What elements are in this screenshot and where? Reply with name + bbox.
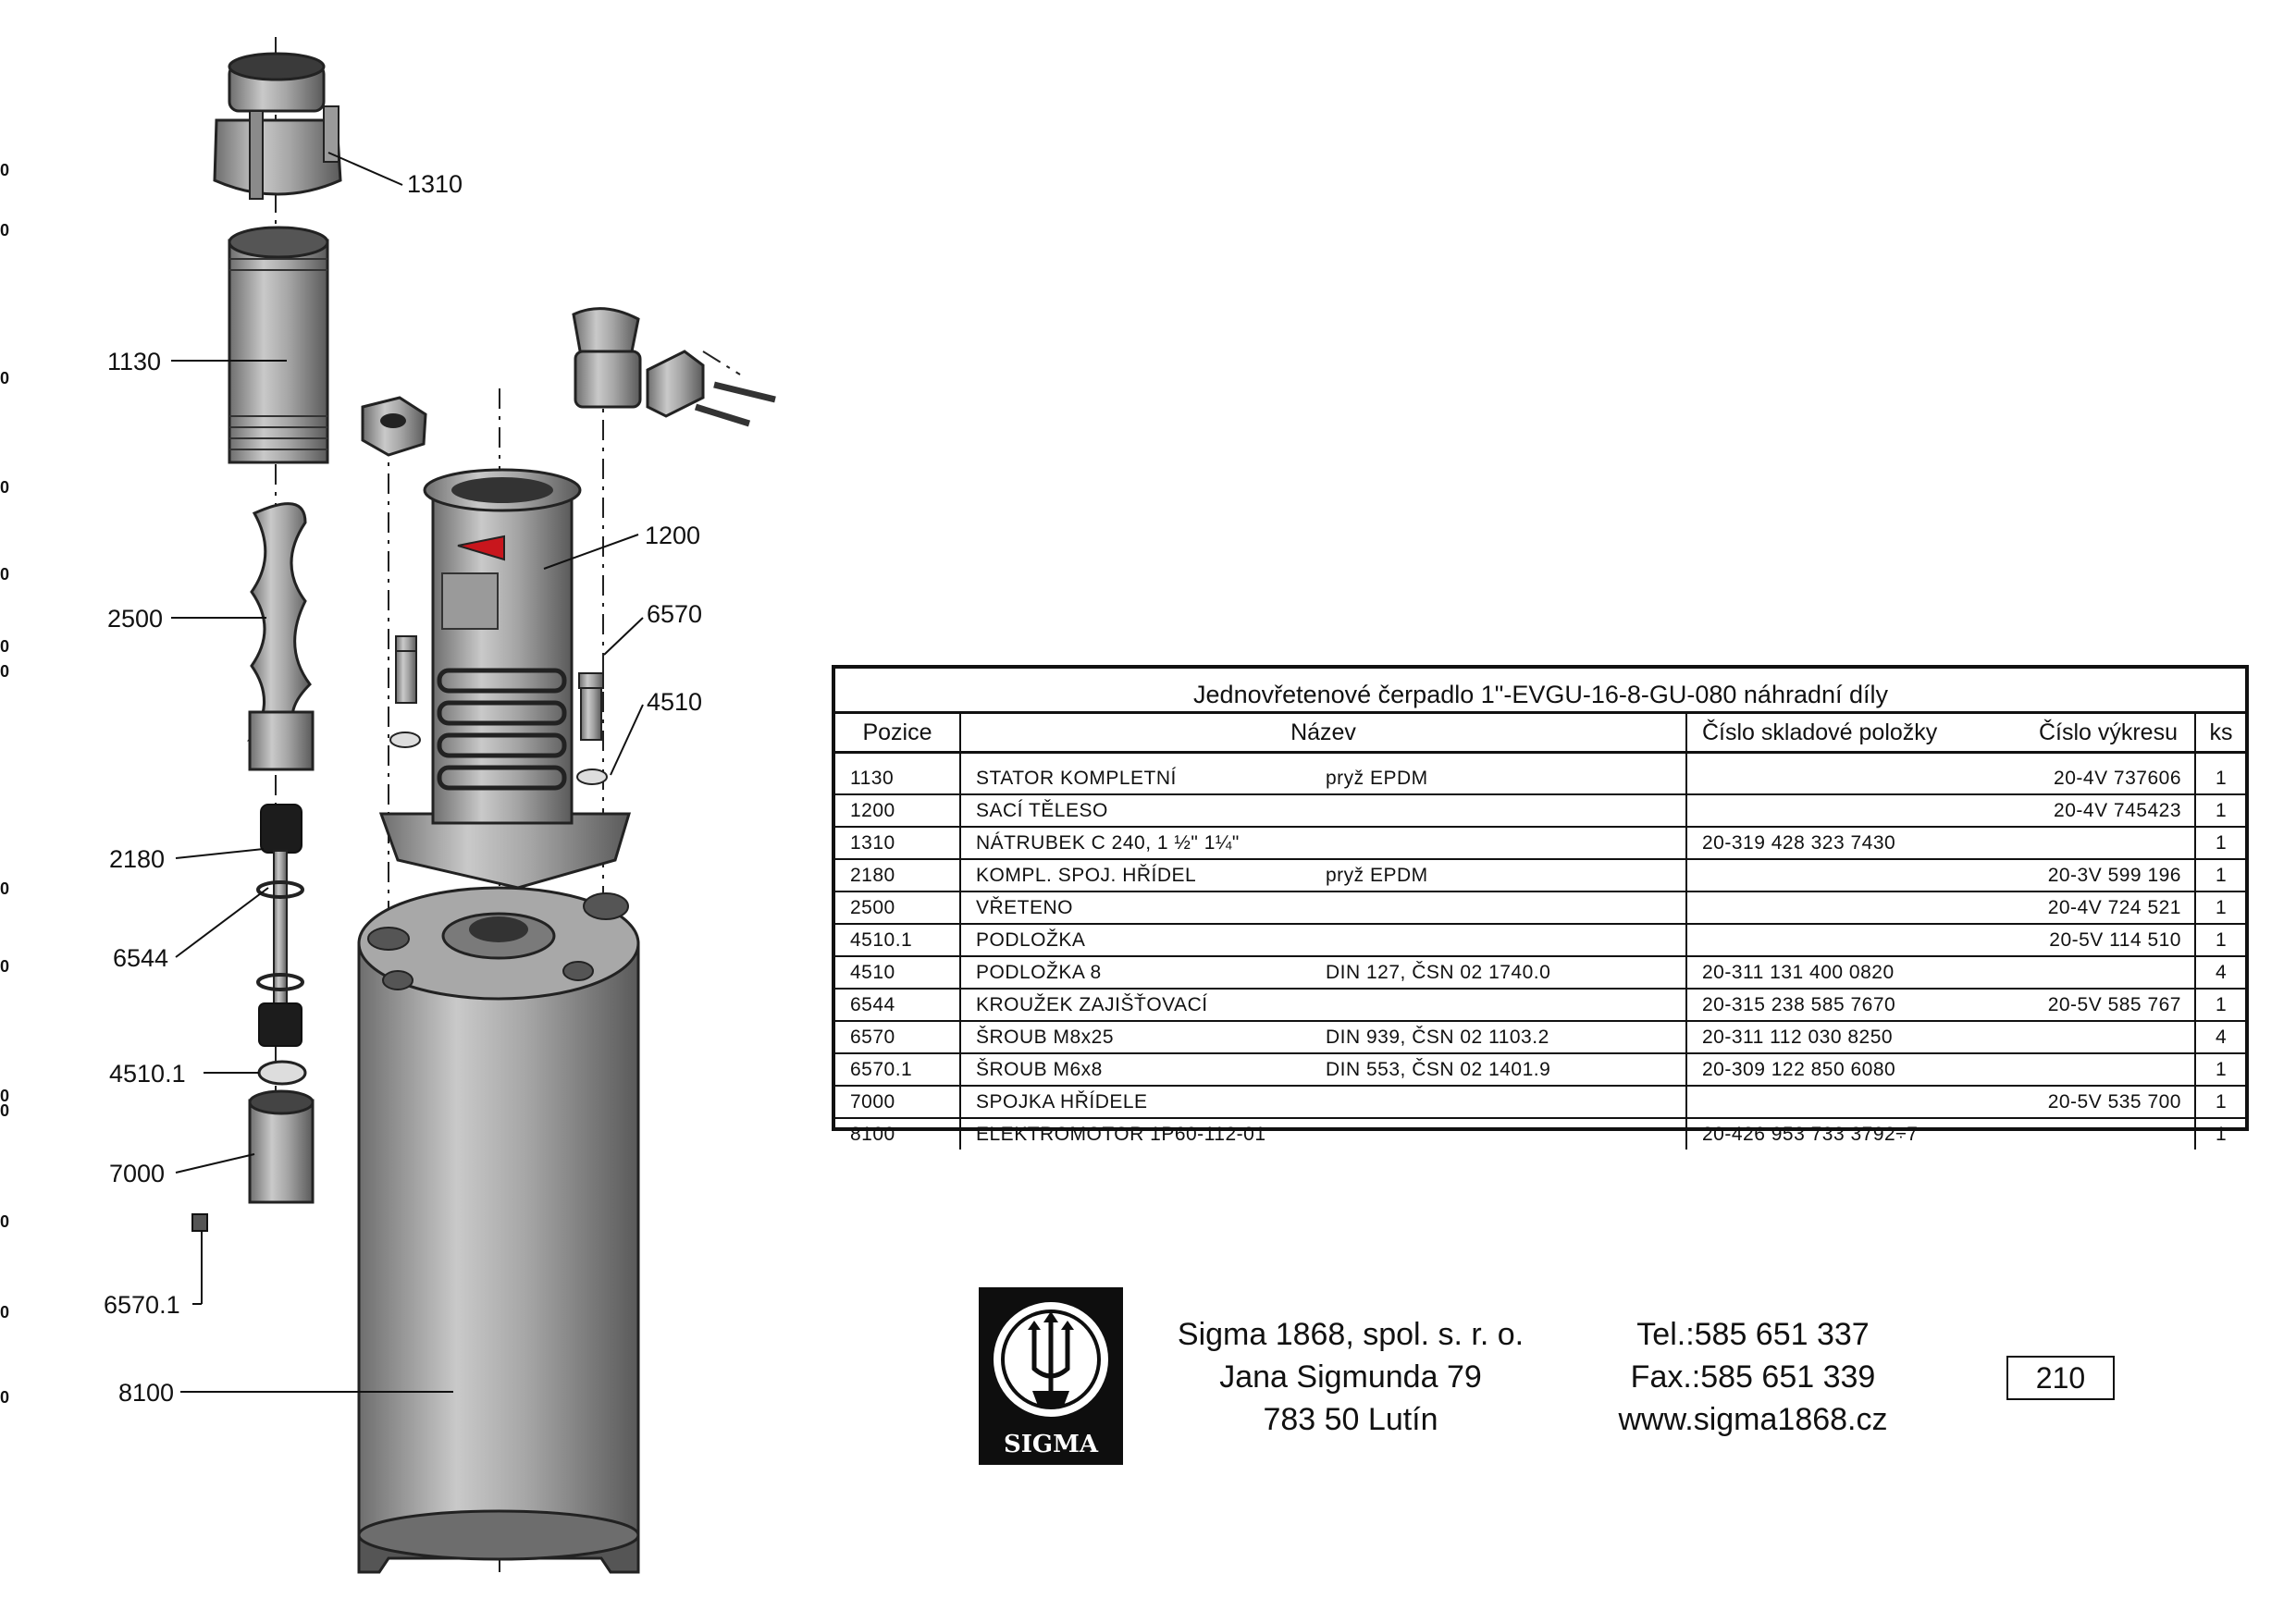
cell-stock-number: 20-311 131 400 0820 — [1686, 956, 2001, 989]
cell-position: 2180 — [835, 859, 960, 891]
callout-2180: 2180 — [109, 845, 166, 873]
phone: Tel.:585 651 337 — [1636, 1317, 1870, 1352]
cell-stock-number: 20-309 122 850 6080 — [1686, 1053, 2001, 1086]
cell-material — [1326, 891, 1686, 924]
header-position: Pozice — [835, 713, 960, 753]
table-row — [835, 1053, 2246, 1086]
edge-mark: 0 — [0, 879, 10, 898]
cell-drawing-number — [2001, 1118, 2195, 1150]
cell-quantity: 1 — [2195, 989, 2246, 1021]
cell-material: pryž EPDM — [1326, 763, 1686, 794]
cell-drawing-number — [2001, 1053, 2195, 1086]
table-title: Jednovřetenové čerpadlo 1"-EVGU-16-8-GU-080 náhradní díly — [835, 669, 2246, 713]
cell-position: 4510.1 — [835, 924, 960, 956]
cell-drawing-number: 20-3V 599 196 — [2001, 859, 2195, 891]
cell-material — [1326, 924, 1686, 956]
cell-drawing-number — [2001, 956, 2195, 989]
cell-name: ŠROUB M6x8 — [960, 1053, 1326, 1086]
cell-quantity: 1 — [2215, 1123, 2228, 1145]
part-1130-stator — [229, 227, 327, 462]
table-row — [835, 763, 2246, 794]
cell-name: PODLOŽKA 8 — [960, 956, 1326, 989]
cell-material: DIN 553, ČSN 02 1401.9 — [1326, 1053, 1686, 1086]
cell-quantity: 4 — [2195, 1021, 2246, 1053]
edge-mark: 0 — [0, 1101, 10, 1120]
cell-stock-number: 20-311 112 030 8250 — [1686, 1021, 2001, 1053]
logo-text: SIGMA — [1003, 1431, 1099, 1458]
cell-material — [1326, 794, 1686, 827]
cell-material — [1326, 989, 1686, 1021]
page-number: 210 — [2006, 1356, 2115, 1400]
cell-material — [1326, 1086, 1686, 1118]
edge-mark: 0 — [0, 565, 10, 584]
cell-position: 4510 — [835, 956, 960, 989]
edge-mark: 0 — [0, 637, 10, 656]
cell-stock-number — [1686, 891, 2001, 924]
cell-drawing-number: 20-4V 745423 — [2001, 794, 2195, 827]
cell-quantity: 4 — [2195, 956, 2246, 989]
company-contact — [1600, 1313, 1906, 1441]
part-inlet-fitting — [574, 309, 775, 424]
callout-2500: 2500 — [107, 605, 164, 633]
part-7000-coupling — [250, 1091, 313, 1202]
cell-name: NÁTRUBEK C 240, 1 ½" 1¼" — [960, 827, 1326, 859]
exploded-pump-drawing — [0, 0, 833, 1623]
cell-position: 6570 — [835, 1021, 960, 1053]
cell-stock-number — [1686, 859, 2001, 891]
cell-stock-number: 20-426 953 733 3792÷7 — [1686, 1118, 2001, 1150]
cell-name: KOMPL. SPOJ. HŘÍDEL — [960, 859, 1326, 891]
edge-mark: 0 — [0, 478, 10, 497]
cell-position: 6544 — [835, 989, 960, 1021]
header-name: Název — [960, 713, 1686, 753]
callout-6570-1: 6570.1 — [104, 1291, 180, 1319]
sigma-logo — [979, 1287, 1123, 1465]
cell-drawing-number: 20-5V 585 767 — [2001, 989, 2195, 1021]
cell-quantity: 1 — [2195, 1086, 2246, 1118]
callout-1200: 1200 — [645, 522, 701, 549]
header-stock: Číslo skladové položky — [1686, 713, 2001, 753]
cell-drawing-number: 20-4V 737606 — [2001, 763, 2195, 794]
table-row — [835, 1118, 2246, 1150]
cell-material — [1326, 1118, 1686, 1150]
cell-material: pryž EPDM — [1326, 859, 1686, 891]
edge-mark: 0 — [0, 1087, 10, 1105]
cell-quantity: 1 — [2195, 924, 2246, 956]
part-1310-socket — [215, 54, 340, 199]
company-name: Sigma 1868, spol. s. r. o. — [1177, 1317, 1524, 1352]
table-row — [835, 956, 2246, 989]
table-row — [835, 924, 2246, 956]
cell-drawing-number — [2001, 827, 2195, 859]
cell-position: 1130 — [835, 763, 960, 794]
company-city: 783 50 Lutín — [1263, 1402, 1438, 1437]
cell-quantity: 1 — [2195, 1053, 2246, 1086]
cell-stock-number — [1686, 794, 2001, 827]
table-row — [835, 891, 2246, 924]
edge-mark: 0 — [0, 1303, 10, 1322]
cell-position: 6570.1 — [835, 1053, 960, 1086]
part-2180-shaft — [258, 805, 302, 1046]
cell-material: DIN 939, ČSN 02 1103.2 — [1326, 1021, 1686, 1053]
website: www.sigma1868.cz — [1618, 1402, 1888, 1437]
cell-stock-number — [1686, 924, 2001, 956]
table-row — [835, 794, 2246, 827]
cell-name: VŘETENO — [960, 891, 1326, 924]
cell-quantity: 1 — [2195, 827, 2246, 859]
callout-8100: 8100 — [118, 1379, 175, 1407]
callout-6570: 6570 — [647, 600, 703, 628]
table-row — [835, 1021, 2246, 1053]
fax: Fax.:585 651 339 — [1630, 1359, 1876, 1395]
cell-stock-number: 20-319 428 323 7430 — [1686, 827, 2001, 859]
edge-mark: 0 — [0, 957, 10, 976]
cell-quantity: 1 — [2195, 891, 2246, 924]
callout-4510: 4510 — [647, 688, 703, 716]
cell-quantity: 1 — [2195, 859, 2246, 891]
table-header-row — [835, 713, 2246, 753]
cell-drawing-number: 20-4V 724 521 — [2001, 891, 2195, 924]
cell-name: SPOJKA HŘÍDELE — [960, 1086, 1326, 1118]
cell-position: 1310 — [835, 827, 960, 859]
cell-name: SACÍ TĚLESO — [960, 794, 1326, 827]
cell-quantity: 1 — [2195, 794, 2246, 827]
cell-drawing-number — [2001, 1021, 2195, 1053]
cell-stock-number — [1686, 1086, 2001, 1118]
table-row — [835, 1086, 2246, 1118]
callout-4510-1: 4510.1 — [109, 1060, 186, 1088]
company-address — [1166, 1313, 1536, 1441]
callout-6544: 6544 — [113, 944, 169, 972]
cell-stock-number: 20-315 238 585 7670 — [1686, 989, 2001, 1021]
cell-position: 8100 — [835, 1118, 960, 1150]
callout-1310: 1310 — [407, 170, 463, 198]
cell-stock-number — [1686, 763, 2001, 794]
part-8100-motor — [359, 888, 638, 1572]
part-6570-1-screw — [192, 1214, 207, 1231]
cell-material — [1326, 827, 1686, 859]
callout-1130: 1130 — [107, 348, 162, 375]
part-2500-rotor — [250, 504, 313, 769]
cell-position: 1200 — [835, 794, 960, 827]
cell-drawing-number: 20-5V 114 510 — [2001, 924, 2195, 956]
part-nut — [363, 398, 426, 455]
cell-quantity: 1 — [2195, 763, 2246, 794]
company-street: Jana Sigmunda 79 — [1219, 1359, 1482, 1395]
table-row — [835, 859, 2246, 891]
part-4510-1-washer — [259, 1062, 305, 1084]
header-qty: ks — [2195, 713, 2246, 753]
cell-position: 7000 — [835, 1086, 960, 1118]
edge-mark: 0 — [0, 662, 10, 681]
edge-mark: 0 — [0, 161, 10, 179]
cell-drawing-number: 20-5V 535 700 — [2001, 1086, 2195, 1118]
cell-name: KROUŽEK ZAJIŠŤOVACÍ — [960, 989, 1326, 1021]
table-row — [835, 827, 2246, 859]
cell-name: PODLOŽKA — [960, 924, 1326, 956]
edge-mark: 0 — [0, 221, 10, 240]
header-drawing: Číslo výkresu — [2001, 713, 2195, 753]
edge-mark: 0 — [0, 1388, 10, 1407]
cell-name: ŠROUB M8x25 — [960, 1021, 1326, 1053]
edge-mark: 0 — [0, 369, 10, 387]
table-row — [835, 989, 2246, 1021]
cell-name: STATOR KOMPLETNÍ — [960, 763, 1326, 794]
edge-mark: 0 — [0, 1212, 10, 1231]
spare-parts-table — [832, 665, 2249, 1145]
callout-7000: 7000 — [109, 1160, 166, 1187]
cell-name: ELEKTROMOTOR 1P60-112-01 — [976, 1123, 1266, 1145]
cell-position: 2500 — [835, 891, 960, 924]
cell-material: DIN 127, ČSN 02 1740.0 — [1326, 956, 1686, 989]
